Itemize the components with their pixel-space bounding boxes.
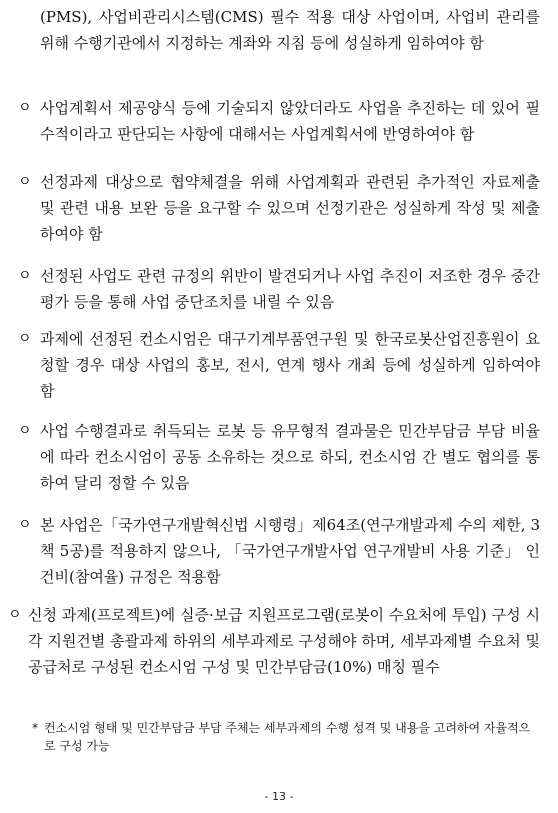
list-item-text: 사업계획서 제공양식 등에 기술되지 않았더라도 사업을 추진하는 데 있어 필수적이라고 판단되는 사항에 대해서는 사업계획서에 반영하여야 함 [40, 99, 540, 143]
bullet-icon: ㅇ [18, 268, 32, 284]
bullet-icon: ㅇ [8, 607, 22, 623]
page-number: - 13 - [264, 790, 294, 803]
list-item-text: 선정된 사업도 관련 규정의 위반이 발견되거나 사업 추진이 저조한 경우 중간평가 등을 통해 사업 중단조치를 내릴 수 있음 [40, 267, 540, 311]
list-item-text: 본 사업은「국가연구개발혁신법 시행령」제64조(연구개발과제 수의 제한, 3책 5공)를 적용하지 않으나, 「국가연구개발사업 연구개발비 사용 기준」 인건비(참여율) 규정은 적용함 [40, 516, 540, 586]
list-item-text: 신청 과제(프로젝트)에 실증·보급 지원프로그램(로봇이 수요처에 투입) 구성 시 각 지원건별 총괄과제 하위의 세부과제로 구성해야 하며, 세부과제별 수요처 및 공급처로 구성된 컨소시엄 구성 및 민간부담금(10%) 매칭 필수 [28, 606, 540, 676]
asterisk-icon: * [32, 721, 38, 735]
bullet-icon: ㅇ [18, 517, 32, 533]
bullet-icon: ㅇ [18, 100, 32, 116]
list-item-text: 선정과제 대상으로 협약체결을 위해 사업계획과 관련된 추가적인 자료제출 및 관련 내용 보완 등을 요구할 수 있으며 선정기관은 성실하게 작성 및 제출하여야 함 [40, 173, 540, 243]
bullet-icon: ㅇ [18, 174, 32, 190]
list-item-text: 과제에 선정된 컨소시엄은 대구기계부품연구원 및 한국로봇산업진흥원이 요청할 경우 대상 사업의 홍보, 전시, 연계 행사 개최 등에 성실하게 임하여야 함 [40, 330, 540, 400]
list-item-text: 사업 수행결과로 취득되는 로봇 등 유무형적 결과물은 민간부담금 부담 비율에 따라 컨소시엄이 공동 소유하는 것으로 하되, 컨소시엄 간 별도 협의를 통하여 달리 정할 수 있음 [40, 422, 540, 492]
bullet-icon: ㅇ [18, 423, 32, 439]
bullet-icon: ㅇ [18, 331, 32, 347]
footnote-text: 컨소시엄 형태 및 민간부담금 부담 주체는 세부과제의 수행 성격 및 내용을 고려하여 자율적으로 구성 가능 [44, 721, 531, 753]
continuation-paragraph: (PMS), 사업비관리시스템(CMS) 필수 적용 대상 사업이며, 사업비 관리를 위해 수행기관에서 지정하는 계좌와 지침 등에 성실하게 임하여야 함 [40, 8, 540, 52]
